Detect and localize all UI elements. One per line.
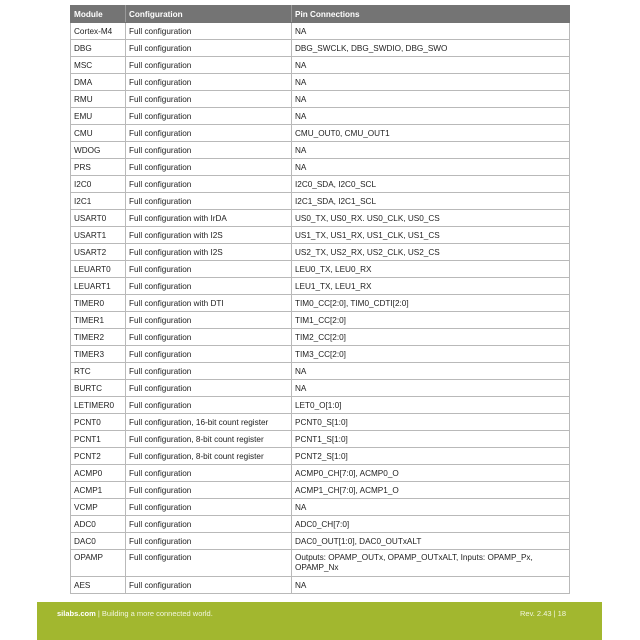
cell-pin-connections: US1_TX, US1_RX, US1_CLK, US1_CS <box>292 227 570 244</box>
cell-pin-connections: I2C1_SDA, I2C1_SCL <box>292 193 570 210</box>
page-footer <box>37 602 602 640</box>
cell-configuration: Full configuration, 8-bit count register <box>126 448 292 465</box>
cell-module: I2C1 <box>71 193 126 210</box>
table-row <box>71 550 570 577</box>
table-row <box>71 516 570 533</box>
cell-module: LETIMER0 <box>71 397 126 414</box>
table-row <box>71 380 570 397</box>
cell-configuration: Full configuration <box>126 397 292 414</box>
cell-configuration: Full configuration <box>126 533 292 550</box>
table-row <box>71 244 570 261</box>
cell-configuration: Full configuration with I2S <box>126 244 292 261</box>
cell-pin-connections: NA <box>292 23 570 40</box>
cell-module: EMU <box>71 108 126 125</box>
table-row <box>71 346 570 363</box>
cell-module: USART2 <box>71 244 126 261</box>
table-row <box>71 91 570 108</box>
table-body <box>71 23 570 594</box>
cell-pin-connections: I2C0_SDA, I2C0_SCL <box>292 176 570 193</box>
cell-module: USART1 <box>71 227 126 244</box>
cell-pin-connections: TIM0_CC[2:0], TIM0_CDTI[2:0] <box>292 295 570 312</box>
cell-configuration: Full configuration, 8-bit count register <box>126 431 292 448</box>
table-row <box>71 499 570 516</box>
header-configuration: Configuration <box>126 6 292 23</box>
cell-pin-connections: US0_TX, US0_RX. US0_CLK, US0_CS <box>292 210 570 227</box>
footer-right <box>520 609 566 618</box>
cell-pin-connections: PCNT1_S[1:0] <box>292 431 570 448</box>
cell-module: LEUART1 <box>71 278 126 295</box>
module-configuration-table-container <box>70 5 569 594</box>
cell-pin-connections: NA <box>292 108 570 125</box>
cell-module: ACMP1 <box>71 482 126 499</box>
table-header-row <box>71 6 570 23</box>
cell-module: ADC0 <box>71 516 126 533</box>
table-row <box>71 431 570 448</box>
cell-module: BURTC <box>71 380 126 397</box>
cell-pin-connections: Outputs: OPAMP_OUTx, OPAMP_OUTxALT, Inputs: OPAMP_Px, OPAMP_Nx <box>292 550 570 577</box>
cell-configuration: Full configuration <box>126 23 292 40</box>
cell-module: VCMP <box>71 499 126 516</box>
table-row <box>71 74 570 91</box>
cell-module: RTC <box>71 363 126 380</box>
module-configuration-table <box>70 5 570 594</box>
cell-configuration: Full configuration <box>126 499 292 516</box>
cell-configuration: Full configuration <box>126 40 292 57</box>
cell-module: WDOG <box>71 142 126 159</box>
cell-module: TIMER0 <box>71 295 126 312</box>
cell-configuration: Full configuration <box>126 125 292 142</box>
cell-pin-connections: NA <box>292 74 570 91</box>
cell-module: DMA <box>71 74 126 91</box>
cell-configuration: Full configuration <box>126 159 292 176</box>
footer-separator: | <box>551 609 558 618</box>
cell-pin-connections: NA <box>292 380 570 397</box>
cell-module: LEUART0 <box>71 261 126 278</box>
cell-configuration: Full configuration <box>126 482 292 499</box>
table-row <box>71 312 570 329</box>
cell-pin-connections: LEU0_TX, LEU0_RX <box>292 261 570 278</box>
cell-pin-connections: DBG_SWCLK, DBG_SWDIO, DBG_SWO <box>292 40 570 57</box>
cell-configuration: Full configuration with I2S <box>126 227 292 244</box>
cell-configuration: Full configuration <box>126 346 292 363</box>
cell-configuration: Full configuration <box>126 465 292 482</box>
cell-pin-connections: LEU1_TX, LEU1_RX <box>292 278 570 295</box>
cell-pin-connections: ACMP1_CH[7:0], ACMP1_O <box>292 482 570 499</box>
cell-pin-connections: TIM1_CC[2:0] <box>292 312 570 329</box>
cell-pin-connections: NA <box>292 499 570 516</box>
cell-configuration: Full configuration <box>126 91 292 108</box>
table-row <box>71 482 570 499</box>
footer-left <box>57 609 213 618</box>
cell-pin-connections: TIM3_CC[2:0] <box>292 346 570 363</box>
cell-pin-connections: NA <box>292 57 570 74</box>
cell-module: OPAMP <box>71 550 126 577</box>
footer-site-link[interactable]: silabs.com <box>57 609 96 618</box>
table-row <box>71 23 570 40</box>
cell-module: CMU <box>71 125 126 142</box>
cell-pin-connections: NA <box>292 91 570 108</box>
cell-configuration: Full configuration <box>126 74 292 91</box>
cell-pin-connections: US2_TX, US2_RX, US2_CLK, US2_CS <box>292 244 570 261</box>
cell-module: TIMER2 <box>71 329 126 346</box>
table-row <box>71 533 570 550</box>
cell-pin-connections: NA <box>292 142 570 159</box>
cell-module: PCNT0 <box>71 414 126 431</box>
cell-configuration: Full configuration <box>126 329 292 346</box>
cell-pin-connections: ACMP0_CH[7:0], ACMP0_O <box>292 465 570 482</box>
cell-configuration: Full configuration <box>126 380 292 397</box>
cell-pin-connections: PCNT0_S[1:0] <box>292 414 570 431</box>
cell-configuration: Full configuration <box>126 142 292 159</box>
table-row <box>71 448 570 465</box>
cell-module: ACMP0 <box>71 465 126 482</box>
cell-pin-connections: PCNT2_S[1:0] <box>292 448 570 465</box>
table-row <box>71 125 570 142</box>
cell-module: PCNT2 <box>71 448 126 465</box>
cell-configuration: Full configuration <box>126 261 292 278</box>
cell-pin-connections: DAC0_OUT[1:0], DAC0_OUTxALT <box>292 533 570 550</box>
table-row <box>71 363 570 380</box>
table-row <box>71 142 570 159</box>
table-row <box>71 108 570 125</box>
table-row <box>71 227 570 244</box>
cell-configuration: Full configuration <box>126 176 292 193</box>
cell-module: USART0 <box>71 210 126 227</box>
table-row <box>71 193 570 210</box>
cell-module: DAC0 <box>71 533 126 550</box>
table-row <box>71 210 570 227</box>
cell-pin-connections: NA <box>292 577 570 594</box>
footer-page-number: 18 <box>557 609 566 618</box>
cell-module: AES <box>71 577 126 594</box>
cell-configuration: Full configuration <box>126 550 292 577</box>
cell-pin-connections: ADC0_CH[7:0] <box>292 516 570 533</box>
cell-configuration: Full configuration <box>126 278 292 295</box>
cell-module: MSC <box>71 57 126 74</box>
cell-configuration: Full configuration <box>126 193 292 210</box>
table-row <box>71 159 570 176</box>
table-row <box>71 261 570 278</box>
cell-configuration: Full configuration, 16-bit count register <box>126 414 292 431</box>
cell-module: TIMER3 <box>71 346 126 363</box>
cell-configuration: Full configuration <box>126 363 292 380</box>
table-row <box>71 40 570 57</box>
table-row <box>71 57 570 74</box>
table-row <box>71 278 570 295</box>
table-row <box>71 577 570 594</box>
cell-configuration: Full configuration <box>126 57 292 74</box>
cell-configuration: Full configuration <box>126 312 292 329</box>
cell-module: I2C0 <box>71 176 126 193</box>
table-row <box>71 414 570 431</box>
table-row <box>71 295 570 312</box>
table-row <box>71 329 570 346</box>
cell-configuration: Full configuration <box>126 577 292 594</box>
cell-pin-connections: NA <box>292 159 570 176</box>
cell-module: DBG <box>71 40 126 57</box>
cell-pin-connections: TIM2_CC[2:0] <box>292 329 570 346</box>
cell-pin-connections: LET0_O[1:0] <box>292 397 570 414</box>
header-pin-connections: Pin Connections <box>292 6 570 23</box>
cell-module: PCNT1 <box>71 431 126 448</box>
table-row <box>71 176 570 193</box>
cell-configuration: Full configuration <box>126 108 292 125</box>
cell-module: Cortex-M4 <box>71 23 126 40</box>
cell-configuration: Full configuration with IrDA <box>126 210 292 227</box>
cell-pin-connections: CMU_OUT0, CMU_OUT1 <box>292 125 570 142</box>
cell-module: PRS <box>71 159 126 176</box>
footer-tagline: | Building a more connected world. <box>95 609 213 618</box>
header-module: Module <box>71 6 126 23</box>
cell-configuration: Full configuration <box>126 516 292 533</box>
footer-revision: Rev. 2.43 <box>519 609 552 618</box>
cell-module: TIMER1 <box>71 312 126 329</box>
cell-pin-connections: NA <box>292 363 570 380</box>
table-row <box>71 397 570 414</box>
cell-configuration: Full configuration with DTI <box>126 295 292 312</box>
table-row <box>71 465 570 482</box>
cell-module: RMU <box>71 91 126 108</box>
